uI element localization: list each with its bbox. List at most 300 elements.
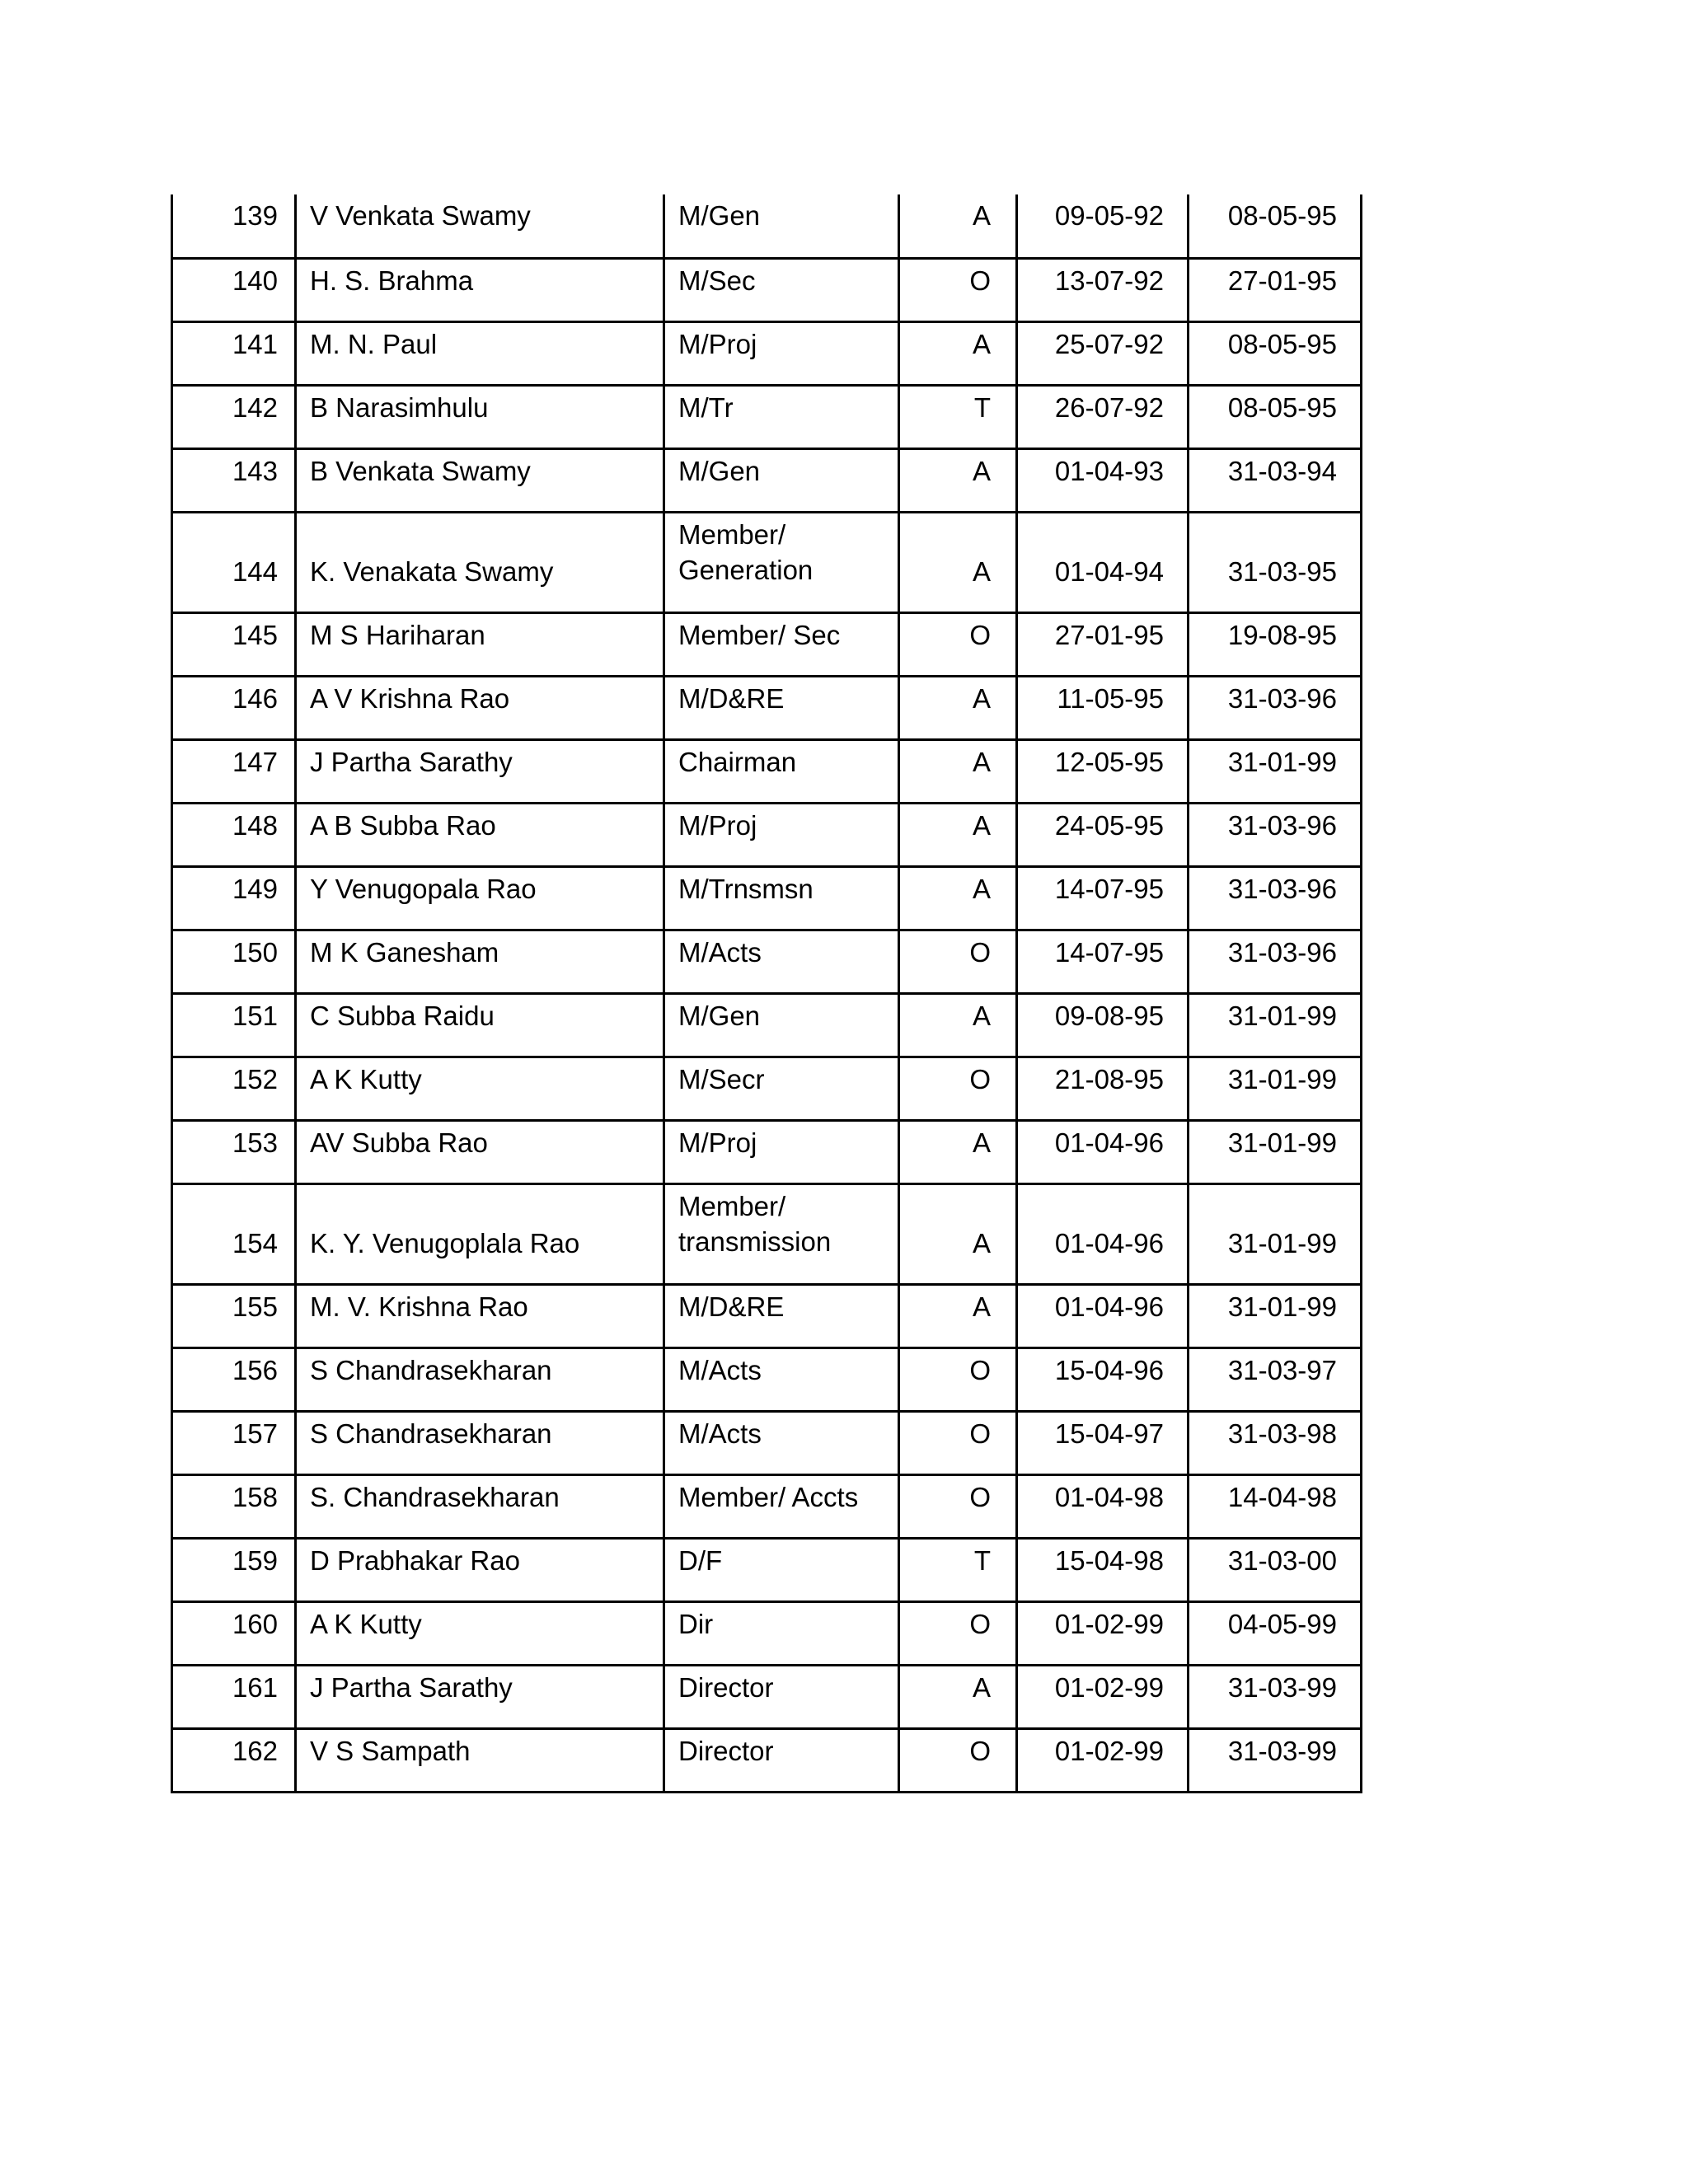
name-cell-text: S Chandrasekharan (310, 1418, 552, 1449)
table-row (172, 448, 1362, 512)
to-date-cell (1189, 1284, 1362, 1347)
table-row (172, 321, 1362, 385)
serial-number-cell-text: 150 (232, 936, 278, 968)
serial-number-cell (172, 739, 296, 803)
designation-line: M/Sec (678, 265, 756, 296)
from-date-cell (1017, 448, 1189, 512)
designation-cell (664, 258, 899, 321)
name-cell-text: M. V. Krishna Rao (310, 1291, 528, 1322)
designation-cell (664, 1601, 899, 1665)
to-date-cell (1189, 512, 1362, 612)
category-cell (899, 321, 1017, 385)
to-date-cell (1189, 676, 1362, 739)
designation-line: Member/ (678, 1190, 786, 1221)
designation-line: M/Proj (678, 1127, 757, 1158)
designation-line: transmission (678, 1226, 832, 1257)
name-cell (296, 1665, 664, 1728)
serial-number-cell (172, 321, 296, 385)
name-cell-text: M. N. Paul (310, 328, 438, 359)
name-cell (296, 993, 664, 1057)
designation-line: Director (678, 1735, 774, 1766)
designation-cell (664, 866, 899, 930)
category-cell-text: A (972, 682, 991, 714)
designation-cell (664, 1120, 899, 1183)
designation-line: M/Trnsmsn (678, 873, 814, 904)
serial-number-cell-text: 161 (232, 1671, 278, 1703)
to-date-cell-text: 31-01-99 (1227, 1127, 1337, 1158)
to-date-cell-text: 31-01-99 (1227, 1227, 1337, 1258)
to-date-cell (1189, 1347, 1362, 1411)
designation-cell (664, 803, 899, 866)
category-cell-text: A (972, 555, 991, 587)
to-date-cell (1189, 1728, 1362, 1792)
to-date-cell (1189, 866, 1362, 930)
category-cell-text: A (972, 873, 991, 904)
table-row (172, 612, 1362, 676)
from-date-cell (1017, 1347, 1189, 1411)
from-date-cell (1017, 1474, 1189, 1538)
serial-number-cell (172, 612, 296, 676)
from-date-cell (1017, 1728, 1189, 1792)
table-row (172, 1474, 1362, 1538)
table-row (172, 739, 1362, 803)
to-date-cell-text: 31-03-98 (1227, 1418, 1337, 1449)
category-cell-text: A (972, 1000, 991, 1031)
from-date-cell (1017, 612, 1189, 676)
designation-line: D/F (678, 1544, 723, 1576)
serial-number-cell-text: 139 (232, 200, 278, 231)
from-date-cell-text: 01-02-99 (1054, 1608, 1164, 1639)
designation-line: M/D&RE (678, 682, 785, 714)
designation-line: Member/ Accts (678, 1481, 859, 1512)
from-date-cell-text: 01-04-98 (1054, 1481, 1164, 1512)
designation-line: M/Acts (678, 1418, 762, 1449)
category-cell-text: O (969, 619, 991, 650)
serial-number-cell-text: 146 (232, 682, 278, 714)
to-date-cell-text: 31-03-97 (1227, 1354, 1337, 1385)
table-row (172, 1601, 1362, 1665)
from-date-cell-text: 12-05-95 (1054, 746, 1164, 777)
designation-cell (664, 321, 899, 385)
to-date-cell (1189, 1057, 1362, 1120)
designation-cell (664, 676, 899, 739)
name-cell-text: A B Subba Rao (310, 809, 496, 841)
from-date-cell-text: 09-08-95 (1054, 1000, 1164, 1031)
designation-line: M/Acts (678, 1354, 762, 1385)
name-cell (296, 866, 664, 930)
serial-number-cell-text: 152 (232, 1063, 278, 1094)
designation-line: M/Secr (678, 1063, 765, 1094)
category-cell (899, 1120, 1017, 1183)
name-cell (296, 1120, 664, 1183)
records-table-body (172, 194, 1362, 1792)
name-cell-text: V S Sampath (310, 1735, 471, 1766)
serial-number-cell-text: 151 (232, 1000, 278, 1031)
name-cell (296, 448, 664, 512)
from-date-cell-text: 01-02-99 (1054, 1735, 1164, 1766)
from-date-cell (1017, 803, 1189, 866)
serial-number-cell-text: 147 (232, 746, 278, 777)
table-row (172, 1728, 1362, 1792)
name-cell (296, 512, 664, 612)
from-date-cell (1017, 321, 1189, 385)
from-date-cell-text: 11-05-95 (1057, 682, 1164, 714)
category-cell (899, 1601, 1017, 1665)
name-cell (296, 1474, 664, 1538)
table-row (172, 1665, 1362, 1728)
category-cell (899, 739, 1017, 803)
designation-cell (664, 930, 899, 993)
category-cell-text: A (972, 1291, 991, 1322)
designation-line: Dir (678, 1608, 714, 1639)
table-row (172, 1538, 1362, 1601)
designation-cell (664, 512, 899, 612)
from-date-cell (1017, 1284, 1189, 1347)
name-cell-text: M K Ganesham (310, 936, 499, 968)
serial-number-cell-text: 154 (232, 1227, 278, 1258)
category-cell-text: A (972, 1671, 991, 1703)
serial-number-cell-text: 144 (232, 555, 278, 587)
designation-line: M/Proj (678, 328, 757, 359)
designation-cell (664, 385, 899, 448)
from-date-cell (1017, 1057, 1189, 1120)
to-date-cell (1189, 739, 1362, 803)
to-date-cell (1189, 258, 1362, 321)
designation-line: M/Gen (678, 200, 761, 231)
designation-cell (664, 194, 899, 258)
records-table (171, 194, 1362, 1793)
name-cell-text: D Prabhakar Rao (310, 1544, 520, 1576)
name-cell (296, 1183, 664, 1284)
from-date-cell (1017, 1411, 1189, 1474)
to-date-cell (1189, 803, 1362, 866)
from-date-cell-text: 21-08-95 (1054, 1063, 1164, 1094)
name-cell (296, 803, 664, 866)
table-row (172, 676, 1362, 739)
designation-cell (664, 448, 899, 512)
designation-cell (664, 1057, 899, 1120)
category-cell (899, 1411, 1017, 1474)
to-date-cell (1189, 385, 1362, 448)
to-date-cell-text: 31-03-99 (1227, 1735, 1337, 1766)
serial-number-cell (172, 1538, 296, 1601)
table-row (172, 1347, 1362, 1411)
from-date-cell-text: 13-07-92 (1054, 265, 1164, 296)
category-cell (899, 258, 1017, 321)
category-cell (899, 803, 1017, 866)
name-cell (296, 321, 664, 385)
table-row (172, 803, 1362, 866)
category-cell (899, 385, 1017, 448)
name-cell-text: H. S. Brahma (310, 265, 474, 296)
from-date-cell-text: 01-04-96 (1054, 1227, 1164, 1258)
from-date-cell (1017, 1183, 1189, 1284)
designation-line: Director (678, 1671, 774, 1703)
to-date-cell (1189, 1601, 1362, 1665)
to-date-cell (1189, 993, 1362, 1057)
designation-line: Chairman (678, 746, 797, 777)
serial-number-cell-text: 153 (232, 1127, 278, 1158)
serial-number-cell-text: 141 (232, 328, 278, 359)
category-cell-text: O (969, 1354, 991, 1385)
designation-line: Member/ (678, 518, 786, 550)
serial-number-cell-text: 148 (232, 809, 278, 841)
name-cell (296, 1411, 664, 1474)
from-date-cell-text: 01-04-96 (1054, 1127, 1164, 1158)
to-date-cell-text: 31-03-00 (1227, 1544, 1337, 1576)
to-date-cell-text: 31-01-99 (1227, 1291, 1337, 1322)
name-cell-text: A K Kutty (310, 1608, 422, 1639)
from-date-cell-text: 14-07-95 (1054, 936, 1164, 968)
to-date-cell-text: 31-03-96 (1227, 682, 1337, 714)
table-row (172, 1284, 1362, 1347)
to-date-cell-text: 14-04-98 (1227, 1481, 1337, 1512)
from-date-cell (1017, 385, 1189, 448)
name-cell (296, 1057, 664, 1120)
to-date-cell-text: 31-01-99 (1227, 1063, 1337, 1094)
serial-number-cell (172, 512, 296, 612)
to-date-cell-text: 04-05-99 (1227, 1608, 1337, 1639)
from-date-cell (1017, 194, 1189, 258)
serial-number-cell (172, 1347, 296, 1411)
serial-number-cell (172, 993, 296, 1057)
name-cell-text: A V Krishna Rao (310, 682, 510, 714)
to-date-cell (1189, 1538, 1362, 1601)
name-cell (296, 1284, 664, 1347)
to-date-cell-text: 27-01-95 (1227, 265, 1337, 296)
from-date-cell-text: 14-07-95 (1054, 873, 1164, 904)
serial-number-cell (172, 1120, 296, 1183)
from-date-cell-text: 27-01-95 (1054, 619, 1164, 650)
category-cell (899, 930, 1017, 993)
name-cell (296, 739, 664, 803)
category-cell-text: O (969, 1063, 991, 1094)
serial-number-cell-text: 145 (232, 619, 278, 650)
designation-line: M/Tr (678, 391, 734, 423)
name-cell-text: AV Subba Rao (310, 1127, 488, 1158)
to-date-cell-text: 31-03-99 (1227, 1671, 1337, 1703)
to-date-cell (1189, 1120, 1362, 1183)
name-cell (296, 930, 664, 993)
name-cell (296, 612, 664, 676)
category-cell-text: O (969, 265, 991, 296)
serial-number-cell (172, 803, 296, 866)
to-date-cell (1189, 1474, 1362, 1538)
designation-cell (664, 1665, 899, 1728)
table-row (172, 930, 1362, 993)
name-cell-text: S Chandrasekharan (310, 1354, 552, 1385)
from-date-cell (1017, 676, 1189, 739)
category-cell (899, 512, 1017, 612)
from-date-cell (1017, 1665, 1189, 1728)
from-date-cell (1017, 930, 1189, 993)
serial-number-cell-text: 160 (232, 1608, 278, 1639)
name-cell (296, 1601, 664, 1665)
serial-number-cell-text: 142 (232, 391, 278, 423)
to-date-cell-text: 19-08-95 (1227, 619, 1337, 650)
to-date-cell (1189, 448, 1362, 512)
to-date-cell-text: 31-03-96 (1227, 936, 1337, 968)
serial-number-cell (172, 385, 296, 448)
category-cell-text: O (969, 1608, 991, 1639)
category-cell-text: A (972, 455, 991, 486)
designation-cell (664, 1347, 899, 1411)
category-cell (899, 448, 1017, 512)
designation-cell (664, 993, 899, 1057)
name-cell (296, 194, 664, 258)
category-cell-text: A (972, 746, 991, 777)
from-date-cell-text: 01-04-93 (1054, 455, 1164, 486)
table-row (172, 385, 1362, 448)
serial-number-cell (172, 258, 296, 321)
serial-number-cell-text: 149 (232, 873, 278, 904)
category-cell-text: O (969, 1418, 991, 1449)
from-date-cell (1017, 993, 1189, 1057)
designation-line: M/Gen (678, 455, 761, 486)
serial-number-cell-text: 157 (232, 1418, 278, 1449)
designation-cell (664, 1411, 899, 1474)
table-row (172, 1411, 1362, 1474)
table-row (172, 258, 1362, 321)
category-cell-text: A (972, 1227, 991, 1258)
category-cell (899, 1728, 1017, 1792)
to-date-cell (1189, 321, 1362, 385)
from-date-cell (1017, 512, 1189, 612)
to-date-cell-text: 31-03-95 (1227, 555, 1337, 587)
from-date-cell-text: 01-04-94 (1054, 555, 1164, 587)
name-cell-text: K. Y. Venugoplala Rao (310, 1227, 580, 1258)
table-row (172, 1183, 1362, 1284)
designation-line: M/Proj (678, 809, 757, 841)
table-row (172, 866, 1362, 930)
serial-number-cell-text: 155 (232, 1291, 278, 1322)
designation-cell (664, 1538, 899, 1601)
to-date-cell-text: 08-05-95 (1227, 391, 1337, 423)
name-cell-text: A K Kutty (310, 1063, 422, 1094)
from-date-cell (1017, 1601, 1189, 1665)
to-date-cell (1189, 1665, 1362, 1728)
from-date-cell-text: 15-04-98 (1054, 1544, 1164, 1576)
from-date-cell-text: 24-05-95 (1054, 809, 1164, 841)
from-date-cell-text: 26-07-92 (1054, 391, 1164, 423)
table-row (172, 512, 1362, 612)
name-cell-text: K. Venakata Swamy (310, 555, 554, 587)
to-date-cell-text: 08-05-95 (1227, 328, 1337, 359)
serial-number-cell (172, 930, 296, 993)
designation-cell (664, 739, 899, 803)
serial-number-cell (172, 1601, 296, 1665)
designation-line: Generation (678, 554, 814, 585)
serial-number-cell-text: 158 (232, 1481, 278, 1512)
from-date-cell-text: 15-04-96 (1054, 1354, 1164, 1385)
to-date-cell (1189, 930, 1362, 993)
to-date-cell-text: 31-03-96 (1227, 809, 1337, 841)
name-cell (296, 385, 664, 448)
from-date-cell-text: 25-07-92 (1054, 328, 1164, 359)
serial-number-cell (172, 1665, 296, 1728)
from-date-cell (1017, 866, 1189, 930)
category-cell (899, 194, 1017, 258)
category-cell (899, 1665, 1017, 1728)
from-date-cell (1017, 1538, 1189, 1601)
serial-number-cell-text: 156 (232, 1354, 278, 1385)
category-cell-text: A (972, 328, 991, 359)
category-cell-text: T (973, 391, 991, 423)
designation-line: M/Gen (678, 1000, 761, 1031)
category-cell (899, 1057, 1017, 1120)
name-cell-text: Y Venugopala Rao (310, 873, 537, 904)
designation-line: M/D&RE (678, 1291, 785, 1322)
from-date-cell (1017, 739, 1189, 803)
designation-cell (664, 1474, 899, 1538)
category-cell (899, 1347, 1017, 1411)
table-row (172, 1057, 1362, 1120)
to-date-cell-text: 31-03-96 (1227, 873, 1337, 904)
to-date-cell (1189, 194, 1362, 258)
category-cell (899, 1474, 1017, 1538)
category-cell-text: T (973, 1544, 991, 1576)
to-date-cell-text: 31-01-99 (1227, 1000, 1337, 1031)
name-cell-text: J Partha Sarathy (310, 1671, 513, 1703)
designation-cell (664, 1728, 899, 1792)
table-row (172, 194, 1362, 258)
table-row (172, 993, 1362, 1057)
from-date-cell-text: 15-04-97 (1054, 1418, 1164, 1449)
serial-number-cell (172, 1284, 296, 1347)
serial-number-cell-text: 159 (232, 1544, 278, 1576)
category-cell (899, 993, 1017, 1057)
name-cell (296, 1538, 664, 1601)
serial-number-cell-text: 140 (232, 265, 278, 296)
name-cell-text: C Subba Raidu (310, 1000, 495, 1031)
to-date-cell-text: 31-03-94 (1227, 455, 1337, 486)
to-date-cell-text: 31-01-99 (1227, 746, 1337, 777)
designation-line: Member/ Sec (678, 619, 841, 650)
name-cell-text: S. Chandrasekharan (310, 1481, 560, 1512)
serial-number-cell (172, 866, 296, 930)
name-cell (296, 258, 664, 321)
serial-number-cell (172, 448, 296, 512)
to-date-cell (1189, 612, 1362, 676)
serial-number-cell (172, 1411, 296, 1474)
category-cell (899, 676, 1017, 739)
serial-number-cell (172, 1057, 296, 1120)
category-cell (899, 612, 1017, 676)
from-date-cell-text: 01-02-99 (1054, 1671, 1164, 1703)
serial-number-cell (172, 1183, 296, 1284)
name-cell-text: B Venkata Swamy (310, 455, 531, 486)
category-cell-text: A (972, 809, 991, 841)
serial-number-cell (172, 1474, 296, 1538)
category-cell-text: A (972, 1127, 991, 1158)
designation-line: M/Acts (678, 936, 762, 968)
name-cell (296, 1728, 664, 1792)
name-cell-text: M S Hariharan (310, 619, 485, 650)
category-cell (899, 1284, 1017, 1347)
from-date-cell (1017, 1120, 1189, 1183)
from-date-cell-text: 09-05-92 (1054, 200, 1164, 231)
name-cell-text: B Narasimhulu (310, 391, 489, 423)
designation-cell (664, 1183, 899, 1284)
serial-number-cell-text: 162 (232, 1735, 278, 1766)
serial-number-cell (172, 194, 296, 258)
category-cell-text: A (972, 200, 991, 231)
category-cell (899, 1538, 1017, 1601)
to-date-cell-text: 08-05-95 (1227, 200, 1337, 231)
name-cell-text: V Venkata Swamy (310, 200, 531, 231)
table-row (172, 1120, 1362, 1183)
name-cell-text: J Partha Sarathy (310, 746, 513, 777)
